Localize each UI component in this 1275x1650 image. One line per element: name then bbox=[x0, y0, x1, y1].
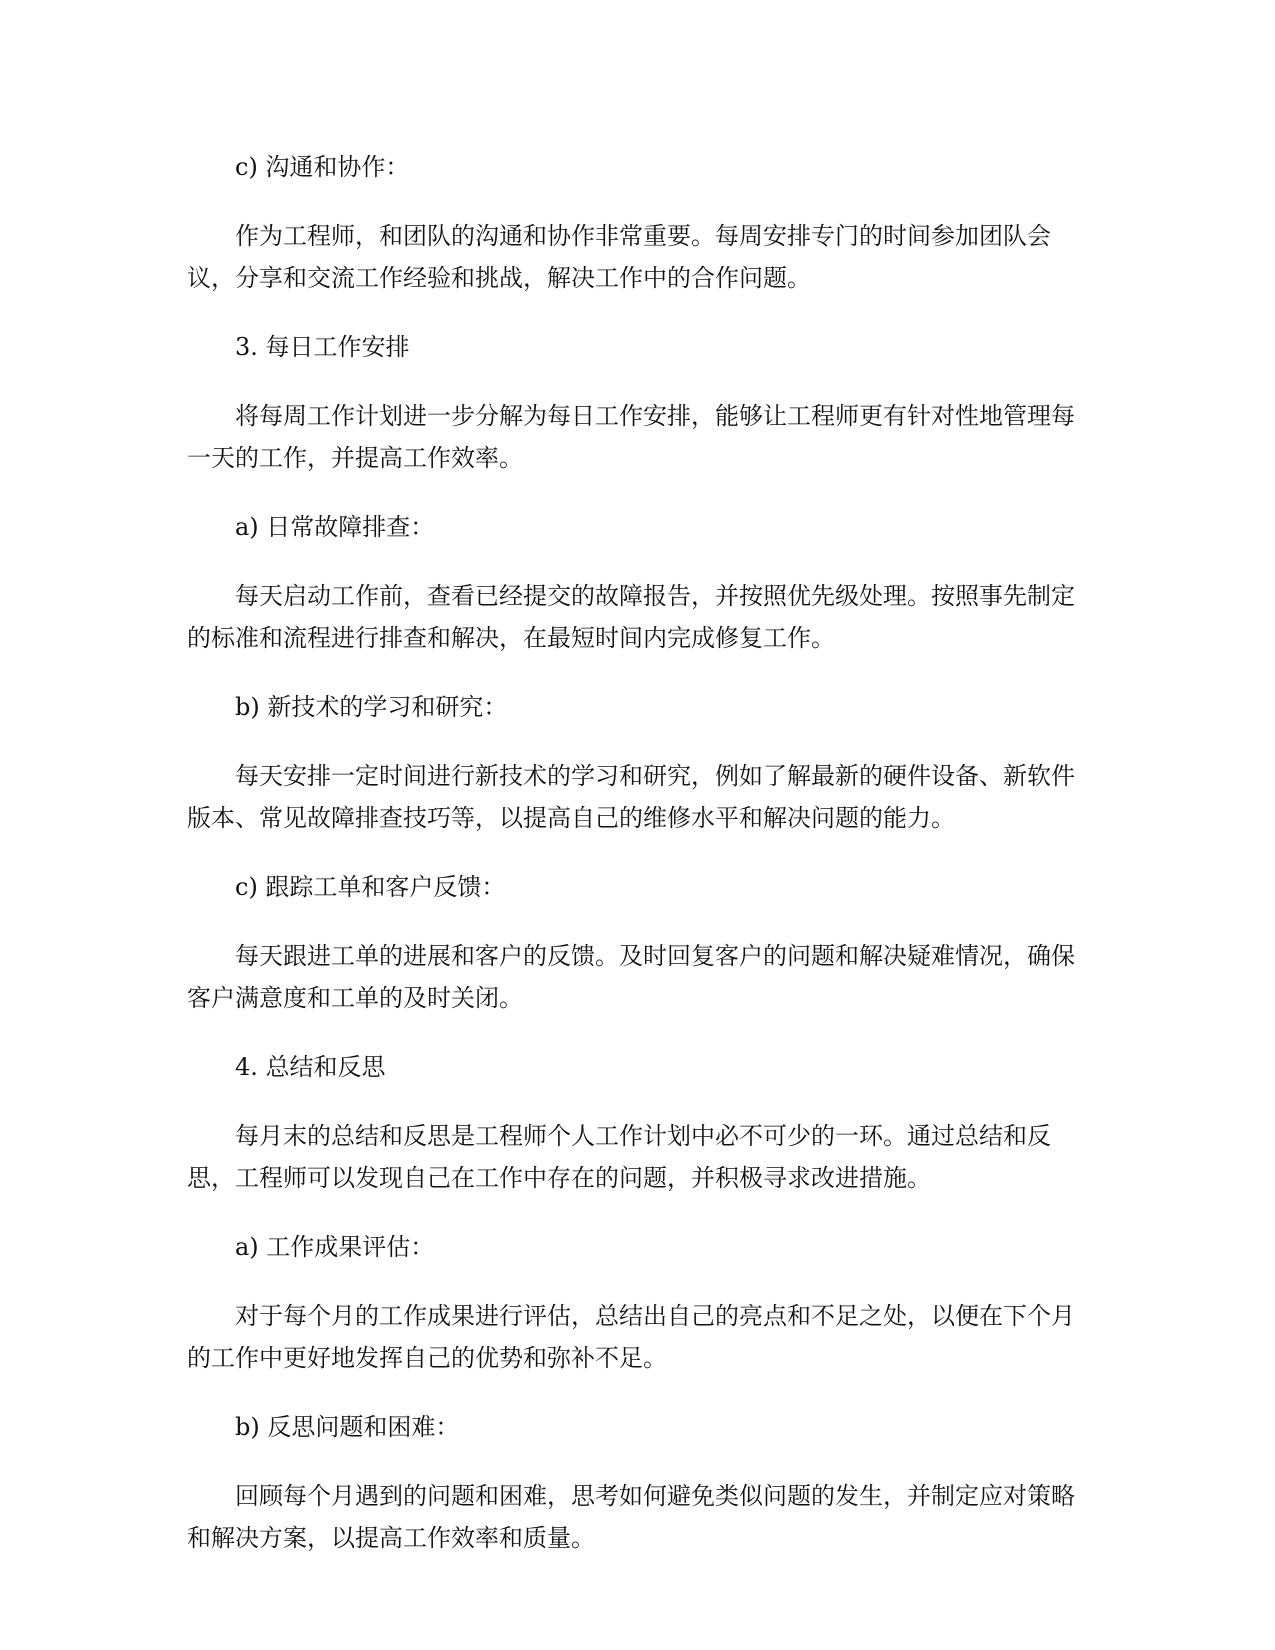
subheading-tickets: c) 跟踪工单和客户反馈： bbox=[235, 873, 506, 901]
paragraph-troubleshooting: 每天启动工作前，查看已经提交的故障报告，并按照优先级处理。按照事先制定的标准和流程进行排查和解决，在最短时间内完成修复工作。 bbox=[187, 582, 1075, 652]
subheading-evaluation: a) 工作成果评估： bbox=[235, 1233, 435, 1261]
section-heading-summary: 4. 总结和反思 bbox=[235, 1053, 386, 1081]
subheading-reflection: b) 反思问题和困难： bbox=[235, 1413, 460, 1441]
paragraph-communication: 作为工程师，和团队的沟通和协作非常重要。每周安排专门的时间参加团队会议，分享和交流工作经验和挑战，解决工作中的合作问题。 bbox=[187, 222, 1051, 292]
paragraph-learning: 每天安排一定时间进行新技术的学习和研究，例如了解最新的硬件设备、新软件版本、常见故障排查技巧等，以提高自己的维修水平和解决问题的能力。 bbox=[187, 762, 1075, 832]
subheading-learning: b) 新技术的学习和研究： bbox=[235, 693, 508, 721]
paragraph-summary: 每月末的总结和反思是工程师个人工作计划中必不可少的一环。通过总结和反思，工程师可以发现自己在工作中存在的问题，并积极寻求改进措施。 bbox=[187, 1122, 1051, 1192]
subheading-troubleshooting: a) 日常故障排查： bbox=[235, 513, 435, 541]
paragraph-daily-schedule: 将每周工作计划进一步分解为每日工作安排，能够让工程师更有针对性地管理每一天的工作，并提高工作效率。 bbox=[187, 402, 1075, 472]
paragraph-tickets: 每天跟进工单的进展和客户的反馈。及时回复客户的问题和解决疑难情况，确保客户满意度和工单的及时关闭。 bbox=[187, 942, 1075, 1012]
section-heading-daily-schedule: 3. 每日工作安排 bbox=[235, 333, 410, 361]
subheading-communication: c) 沟通和协作： bbox=[235, 153, 410, 181]
document-body bbox=[187, 146, 1087, 1586]
paragraph-reflection: 回顾每个月遇到的问题和困难，思考如何避免类似问题的发生，并制定应对策略和解决方案，以提高工作效率和质量。 bbox=[187, 1482, 1075, 1552]
paragraph-evaluation: 对于每个月的工作成果进行评估，总结出自己的亮点和不足之处，以便在下个月的工作中更好地发挥自己的优势和弥补不足。 bbox=[187, 1302, 1075, 1372]
